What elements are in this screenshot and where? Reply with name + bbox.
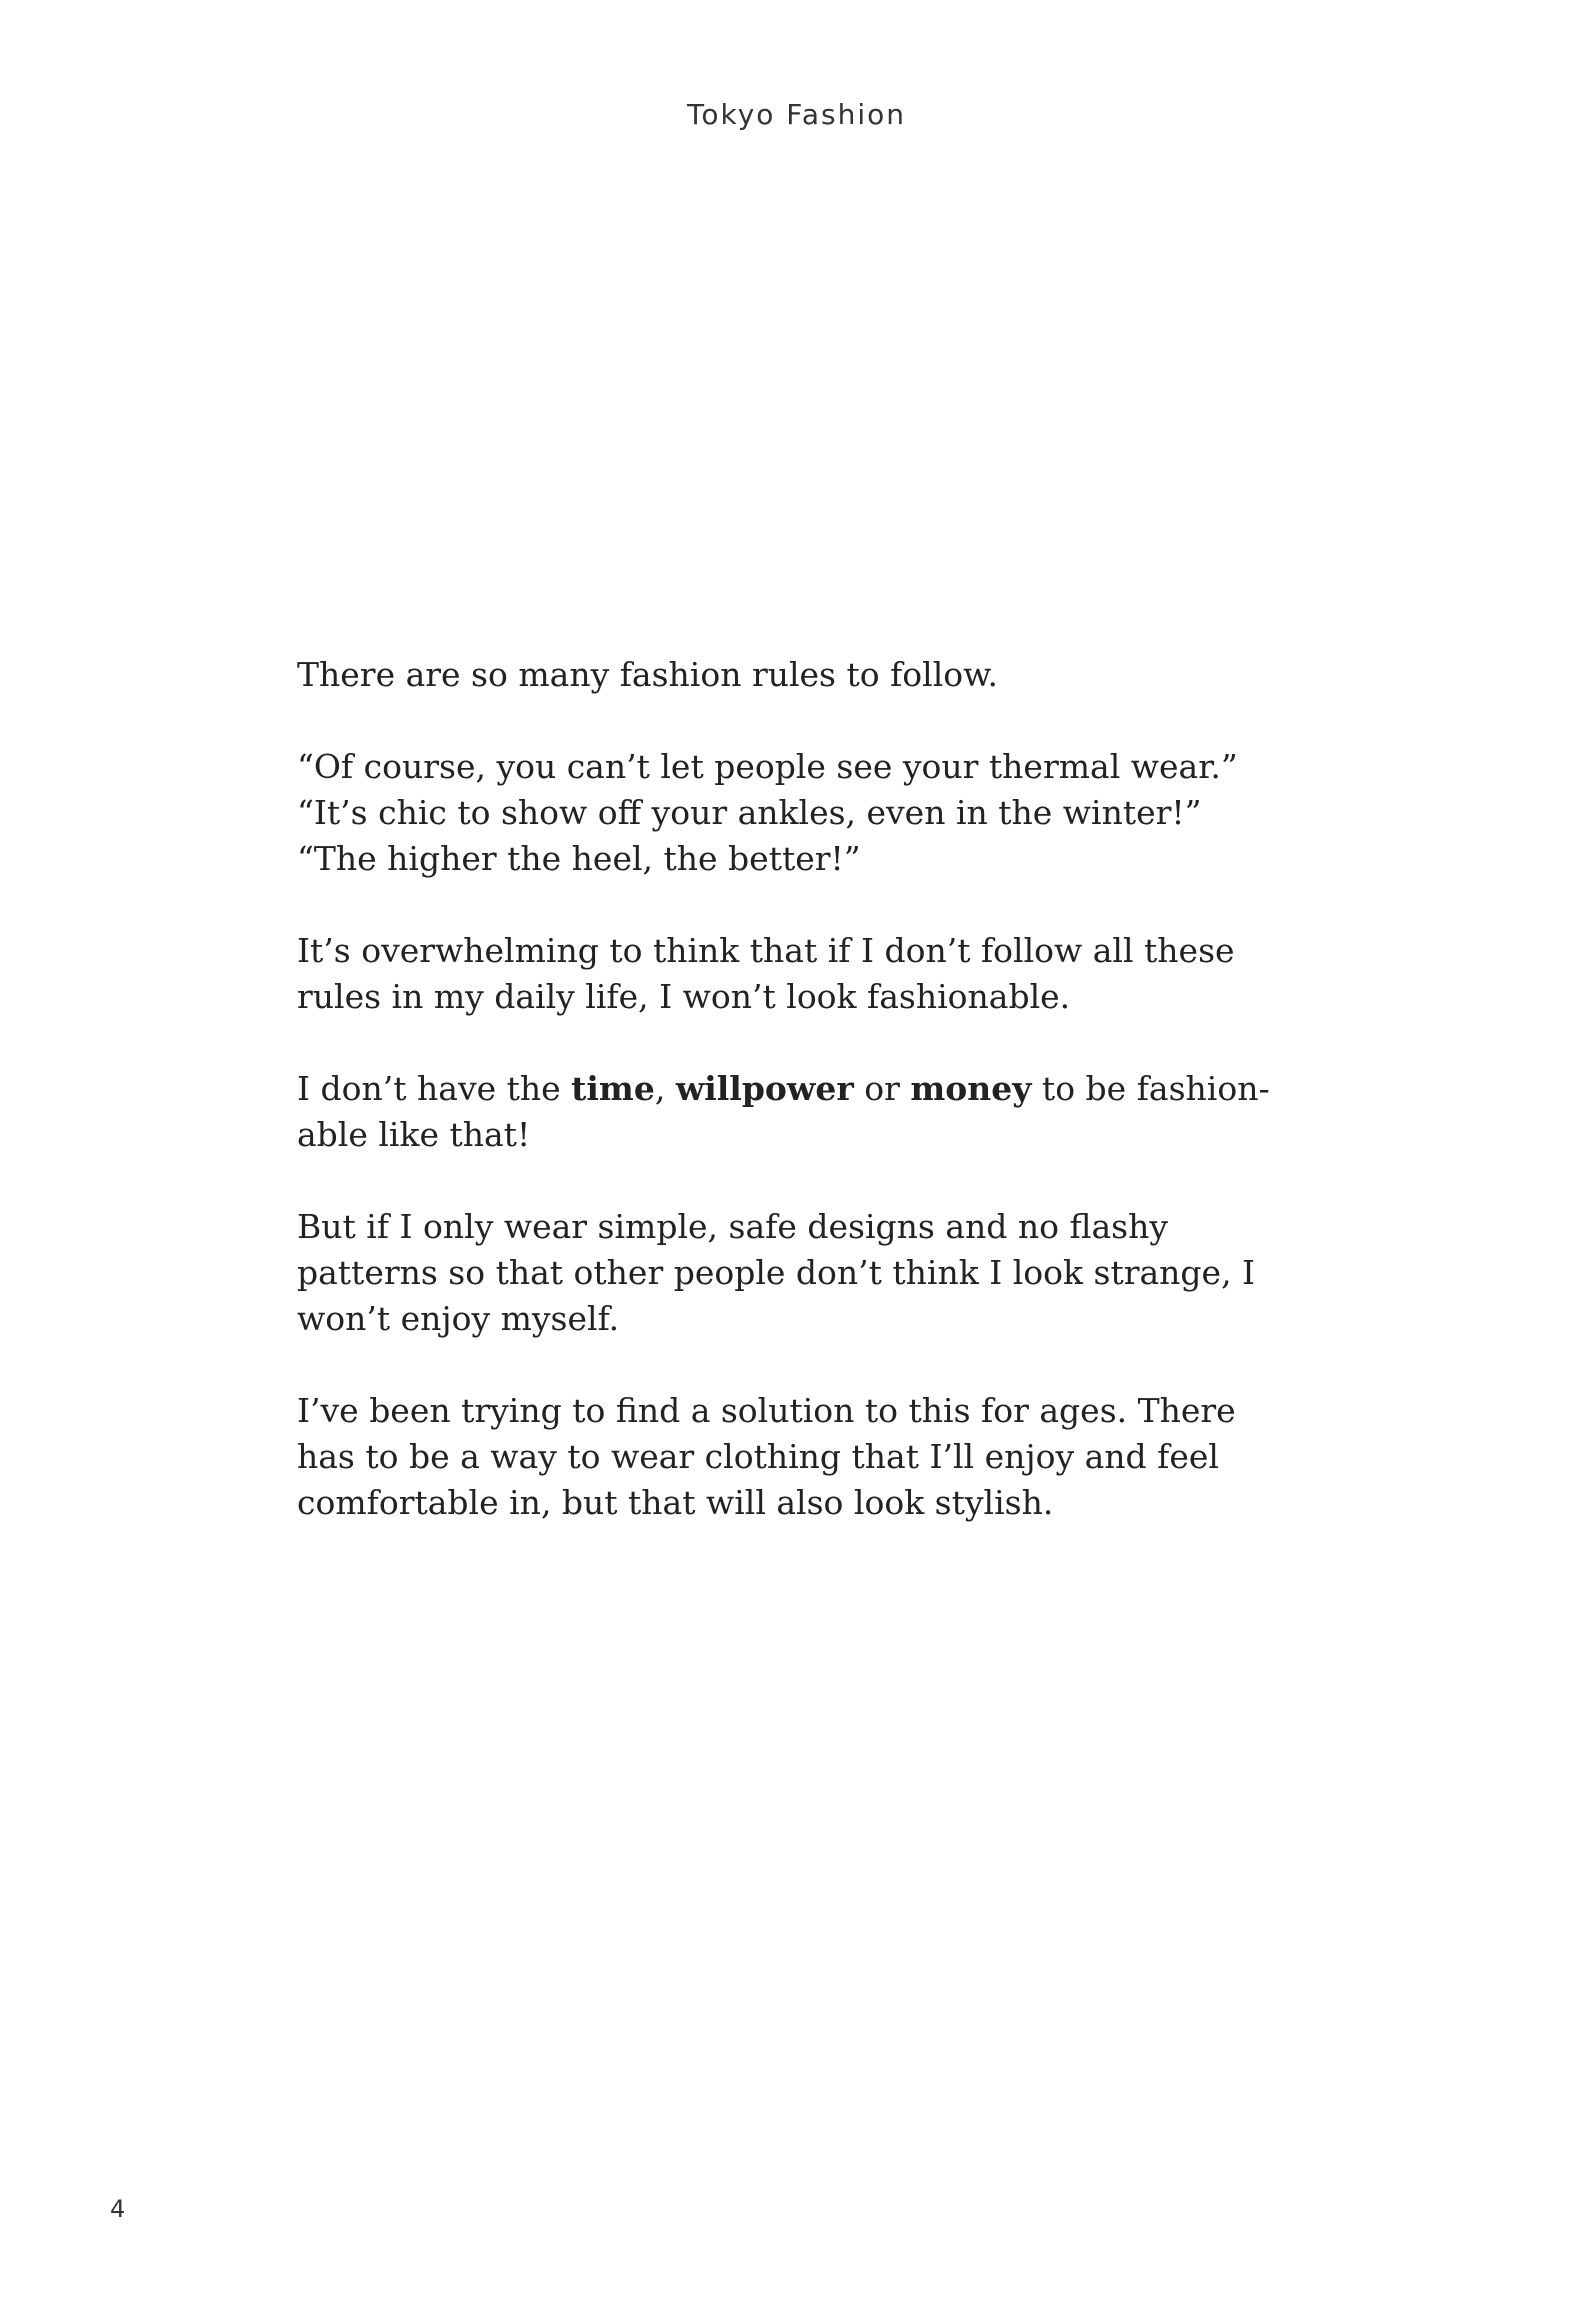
text-line: “Of course, you can’t let people see your thermal wear.” [297,747,1238,786]
body-text [297,652,1270,1572]
text-line: has to be a way to wear clothing that I’ll enjoy and feel [297,1437,1219,1476]
text-line: “It’s chic to show off your ankles, even in the winter!” [297,793,1202,832]
text-line: “The higher the heel, the better!” [297,839,861,878]
text-line: able like that! [297,1115,531,1154]
paragraph-3 [297,928,1257,1020]
emphasis-money: money [910,1069,1032,1108]
page-number: 4 [110,2195,126,2223]
emphasis-willpower: willpower [675,1069,854,1108]
text-line: There are so many fashion rules to follow. [297,655,998,694]
text-fragment: , [654,1069,676,1108]
running-header-title: Tokyo Fashion [687,98,906,131]
text-line [297,1066,1270,1112]
text-line: won’t enjoy myself. [297,1299,620,1338]
paragraph-1 [297,652,1257,698]
text-line: rules in my daily life, I won’t look fashionable. [297,977,1071,1016]
paragraph-2 [297,744,1257,882]
emphasis-time: time [571,1069,655,1108]
text-line: I’ve been trying to find a solution to this for ages. There [297,1391,1236,1430]
text-fragment: to be fashion- [1031,1069,1270,1108]
paragraph-5 [297,1204,1257,1342]
text-line: But if I only wear simple, safe designs and no flashy [297,1207,1168,1246]
text-line: comfortable in, but that will also look stylish. [297,1483,1054,1522]
text-line: patterns so that other people don’t think I look strange, I [297,1253,1256,1292]
paragraph-6 [297,1388,1257,1526]
text-fragment: or [853,1069,911,1108]
text-line: It’s overwhelming to think that if I don’t follow all these [297,931,1235,970]
text-fragment: I don’t have the [297,1069,572,1108]
paragraph-4 [297,1066,1270,1158]
